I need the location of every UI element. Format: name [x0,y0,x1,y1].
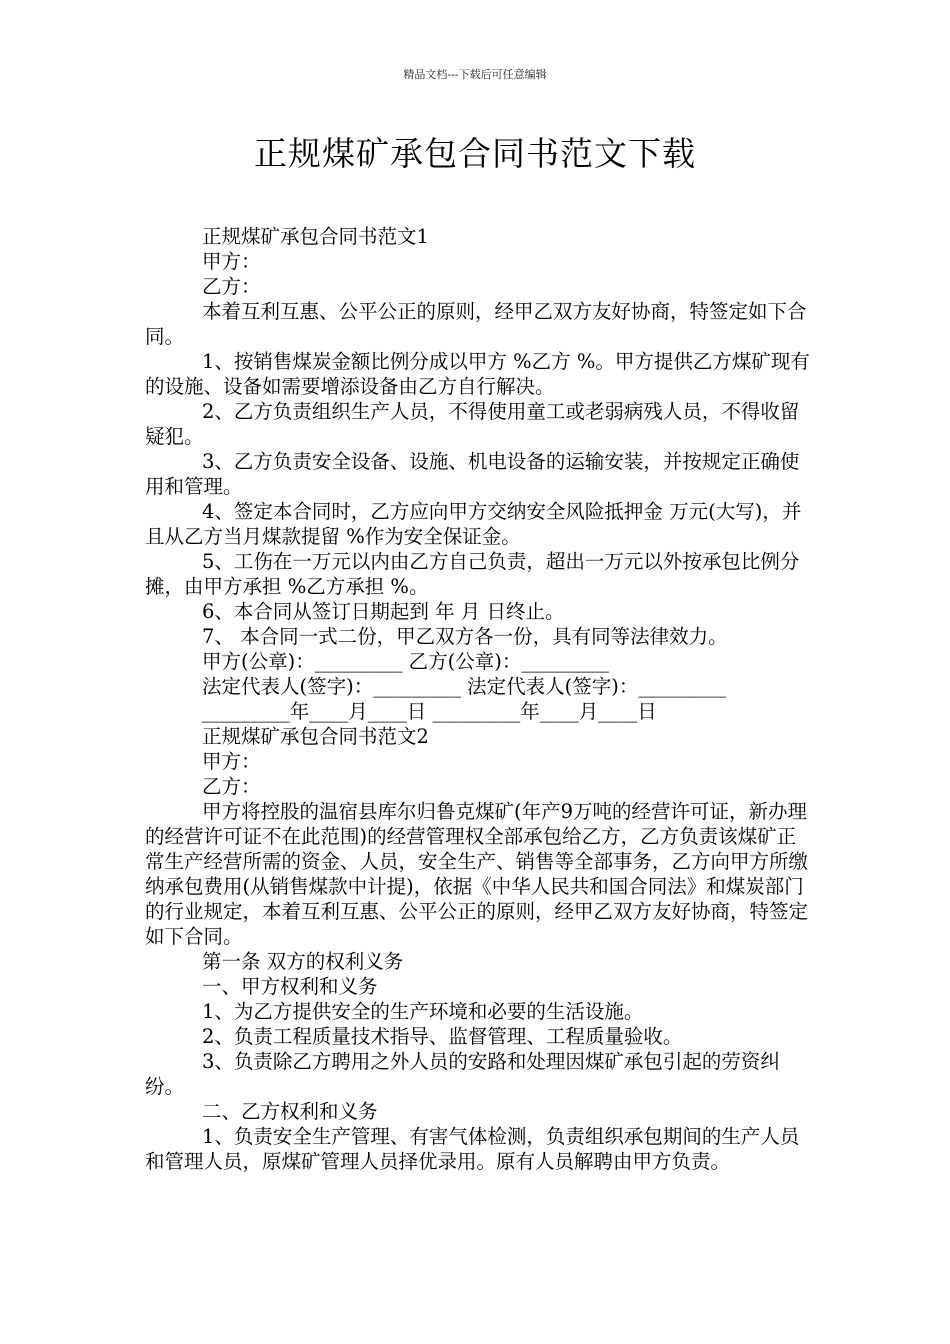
paragraph: 二、乙方权利和义务 [202,1100,378,1123]
paragraph: 甲方： [202,250,261,273]
header-note: 精品文档---下载后可任意编辑 [403,68,547,81]
paragraph: 1、为乙方提供安全的生产环境和必要的生活设施。 [202,1000,644,1023]
paragraph: 乙方： [202,275,261,298]
paragraph: 1、负责安全生产管理、有害气体检测，负责组织承包期间的生产人员和管理人员，原煤矿管理人员择优录用。原有人员解聘由甲方负责。 [145,1125,800,1173]
paragraph: 法定代表人(签字)：_________ 法定代表人(签字)：_________ [202,675,727,698]
paragraph: 3、负责除乙方聘用之外人员的安路和处理因煤矿承包引起的劳资纠纷。 [145,1050,780,1098]
paragraph: 甲方将控股的温宿县库尔归鲁克煤矿(年产9万吨的经营许可证，新办理的经营许可证不在此范围)的经营管理权全部承包给乙方，乙方负责该煤矿正常生产经营所需的资金、人员，安全生产、销售等全部事务，乙方向甲方所缴纳承包费用(从销售煤款中计提)，依据《中华人民共和国合同法》和煤炭部门的行业规定，本着互利互惠、公平公正的原则，经甲乙双方友好协商，特签定如下合同。 [145,800,809,948]
paragraph: 一、甲方权利和义务 [202,975,378,998]
paragraph: 2、负责工程质量技术指导、监督管理、工程质量验收。 [202,1025,683,1048]
paragraph: 甲方： [202,750,261,773]
document-title: 正规煤矿承包合同书范文下载 [254,134,696,173]
paragraph: 4、签定本合同时，乙方应向甲方交纳安全风险抵押金 万元(大写)，并且从乙方当月煤款提留 %作为安全保证金。 [145,500,802,548]
paragraph: 第一条 双方的权利义务 [202,950,404,973]
paragraph: 甲方(公章)：_________ 乙方(公章)：_________ [202,650,610,673]
paragraph: 本着互利互惠、公平公正的原则，经甲乙双方友好协商，特签定如下合同。 [145,300,807,348]
paragraph: 6、本合同从签订日期起到 年 月 日终止。 [202,600,565,623]
paragraph: 5、工伤在一万元以内由乙方自己负责，超出一万元以外按承包比例分摊，由甲方承担 %乙方承担 %。 [145,550,800,598]
paragraph: 1、按销售煤炭金额比例分成以甲方 %乙方 %。甲方提供乙方煤矿现有的设施、设备如需要增添设备由乙方自行解决。 [145,350,810,398]
paragraph: 3、乙方负责安全设备、设施、机电设备的运输安装，并按规定正确使用和管理。 [145,450,800,498]
paragraph: 正规煤矿承包合同书范文2 [202,725,429,748]
paragraph: 乙方： [202,775,261,798]
paragraph: _________年____月____日 _________年____月____日 [202,700,657,723]
document-body [145,224,815,1174]
paragraph: 7、 本合同一式二份，甲乙双方各一份，具有同等法律效力。 [202,625,728,648]
paragraph: 正规煤矿承包合同书范文1 [202,225,429,248]
paragraph: 2、乙方负责组织生产人员，不得使用童工或老弱病残人员，不得收留疑犯。 [145,400,800,448]
